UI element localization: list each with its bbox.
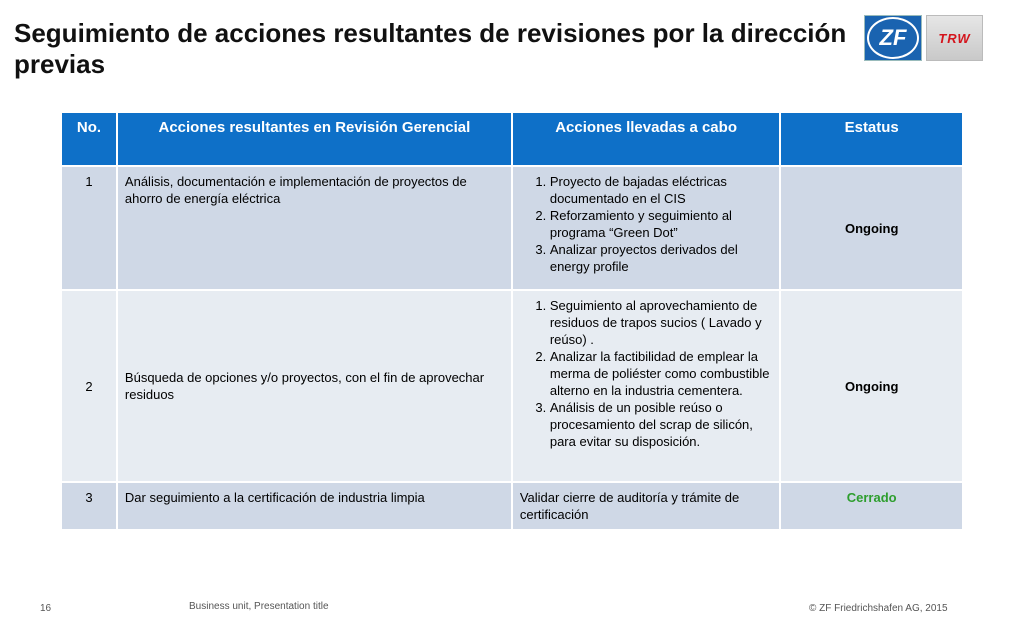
list-item: 1. Seguimiento al aprovechamiento de residuos de trapos sucios ( Lavado y reúso) . (550, 297, 773, 348)
row-actions-taken (512, 290, 781, 482)
row-actions-taken: Validar cierre de auditoría y trámite de certificación (512, 482, 781, 530)
row-number: 2 (61, 290, 117, 482)
actions-table (60, 111, 964, 531)
row-action: Análisis, documentación e implementación de proyectos de ahorro de energía eléctrica (117, 166, 512, 290)
row-action: Búsqueda de opciones y/o proyectos, con el fin de aprovechar residuos (117, 290, 512, 482)
zf-logo-mark: ZF (867, 17, 919, 59)
table-row (61, 482, 963, 530)
status-badge: Ongoing (780, 166, 963, 290)
col-header-acciones-llevadas: Acciones llevadas a cabo (512, 112, 781, 166)
row-number: 3 (61, 482, 117, 530)
status-badge: Cerrado (780, 482, 963, 530)
copyright: © ZF Friedrichshafen AG, 2015 (809, 603, 948, 614)
presentation-title: Business unit, Presentation title (189, 601, 329, 612)
table-row (61, 290, 963, 482)
status-badge: Ongoing (780, 290, 963, 482)
trw-logo: TRW (926, 15, 983, 61)
row-number: 1 (61, 166, 117, 290)
col-header-acciones-revision: Acciones resultantes en Revisión Gerencial (117, 112, 512, 166)
list-item: 3. Analizar proyectos derivados del energy profile (550, 241, 773, 275)
table-header-row (61, 112, 963, 166)
row-actions-taken (512, 166, 781, 290)
list-item: 1. Proyecto de bajadas eléctricas documentado en el CIS (550, 173, 773, 207)
list-item: 3. Análisis de un posible reúso o procesamiento del scrap de silicón, para evitar su disposición. (550, 399, 773, 450)
page-title: Seguimiento de acciones resultantes de revisiones por la dirección previas (14, 18, 847, 79)
table-row (61, 166, 963, 290)
row-action: Dar seguimiento a la certificación de industria limpia (117, 482, 512, 530)
list-item: 2. Analizar la factibilidad de emplear la merma de poliéster como combustible alterno en la industria cementera. (550, 348, 773, 399)
page-number: 16 (40, 603, 52, 614)
zf-logo (864, 15, 922, 61)
col-header-estatus: Estatus (780, 112, 963, 166)
list-item: 2. Reforzamiento y seguimiento al programa “Green Dot” (550, 207, 773, 241)
col-header-no: No. (61, 112, 117, 166)
